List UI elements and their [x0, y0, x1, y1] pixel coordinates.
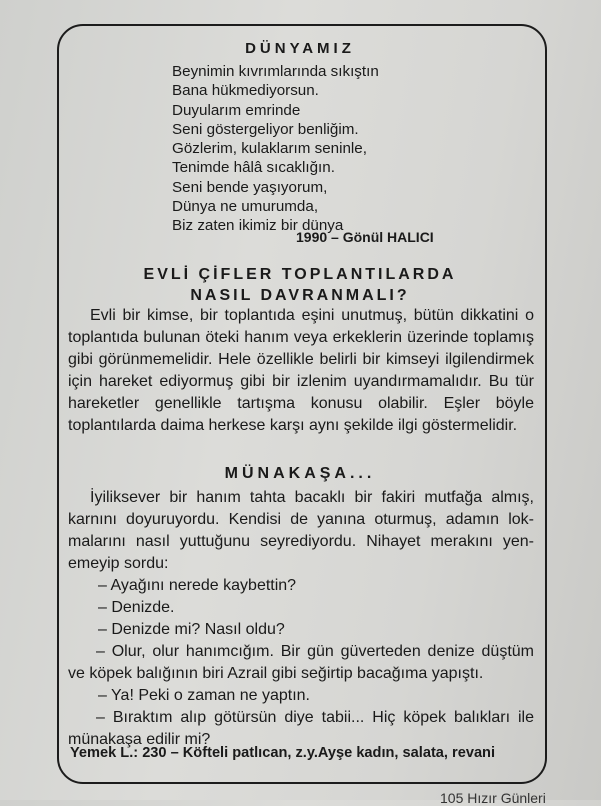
story-intro: İyiliksever bir hanım tahta bacaklı bir fakiri mutfağa almış, karnını doyuruyordu. Kendisi de yanına oturmuş, adamın lokmalarını nasıl yuttuğunu seyrediyordu. Nihayet merakını yenemeyip sordu:	[68, 489, 534, 572]
footer-partial: 105 Hızır Günleri	[440, 790, 546, 806]
dialogue-line: – Ayağını nerede kaybettin?	[98, 577, 297, 594]
poem-line: Seni bende yaşıyorum,	[172, 178, 328, 196]
poem-line: Tenimde hâlâ sıcaklığın.	[172, 159, 335, 177]
dialogue-line: – Denizde mi? Nasıl oldu?	[98, 621, 285, 638]
poem-line: Duyularım emrinde	[172, 101, 301, 119]
article-title-line: EVLİ ÇİFLER TOPLANTILARDA	[143, 266, 457, 283]
article-title	[100, 264, 500, 306]
dialogue-line: – Olur, olur hanımcığım. Bir gün güverteden denize düştüm ve köpek balığının biri Azrail gibi seğirtip bacağıma yapıştı.	[68, 643, 534, 682]
menu-line: Yemek L.: 230 – Köfteli patlıcan, z.y.Ayşe kadın, salata, revani	[70, 745, 496, 761]
poem-line: Dünya ne umurumda,	[172, 198, 319, 216]
poem-line: Gözlerim, kulaklarım seninle,	[172, 140, 367, 158]
poem-line: Biz zaten ikimiz bir dünya	[172, 217, 344, 235]
dialogue-line: – Denizde.	[98, 599, 175, 616]
poem-line: Bana hükmediyorsun.	[172, 82, 319, 100]
poem-author: 1990 – Gönül HALICI	[296, 229, 434, 245]
poem-line: Beynimin kıvrımlarında sıkıştın	[172, 63, 379, 80]
article-paragraph: Evli bir kimse, bir toplantıda eşini unutmuş, bütün dikkatini o toplantıda bulunan öteki hanım veya erkeklerin üzerinde toplamış gibi görünmemelidir. Hele özellikle belirli bir kimseyi ilgilendirmek için hareket ediyormuş gibi bir izlenim uyandırmamalıdır. Bu tür hareketler genellikle tartışma konusu olabilir. Eşler böyle toplantılarda daima herkese karşı aynı şekilde ilgi göstermelidir.	[68, 307, 534, 434]
dialogue-line: – Bıraktım alıp götürsün diye tabii... Hiç köpek balıkları ile münakaşa edilir mi?	[68, 709, 534, 748]
poem-body	[172, 62, 379, 236]
poem-line: Seni göstergeliyor benliğim.	[172, 120, 359, 138]
story-title: MÜNAKAŞA...	[224, 465, 376, 482]
dialogue-line: – Ya! Peki o zaman ne yaptın.	[98, 687, 310, 704]
article-title-line: NASIL DAVRANMALI?	[190, 287, 410, 304]
article-body	[68, 305, 534, 437]
poem-title: DÜNYAMIZ	[245, 40, 355, 57]
story-body	[68, 487, 534, 751]
